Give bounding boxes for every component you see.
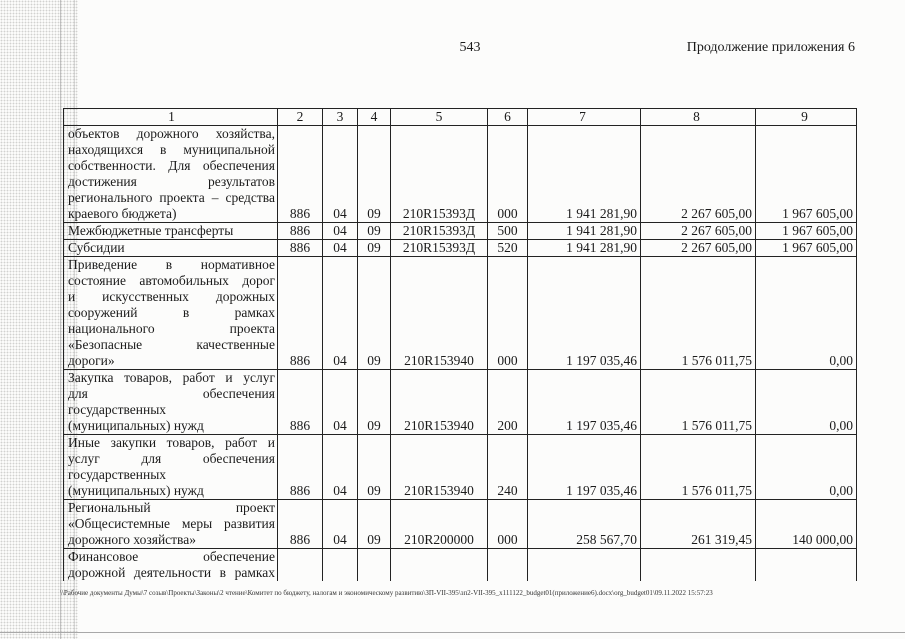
- amount-cell-col-9: 1 967 605,00: [756, 240, 857, 257]
- ministry-code-cell: 886: [278, 126, 323, 223]
- expense-type-code-cell: 240: [488, 435, 528, 500]
- target-article-code-cell: 210R15393Д: [391, 240, 488, 257]
- subsection-code-cell: [358, 549, 391, 582]
- target-article-code-cell: 210R200000: [391, 500, 488, 549]
- subsection-code-cell: 09: [358, 257, 391, 370]
- file-path-footer: \\Рабочие документы Думы\7 созыв\Проекты\Законы\2 чтение\Комитет по бюджету, налогам и экономическому развитию\ЗП-VII-395\зп2-VII-395_x111122_budget01(приложение6).docx\org_budget01\09.11.2022 15:57:23: [60, 589, 713, 597]
- amount-cell-col-7: [528, 549, 641, 582]
- table-row: [64, 126, 857, 223]
- row-name-cell: [64, 223, 278, 240]
- column-number-3: 3: [323, 109, 358, 126]
- row-name-cell: [64, 435, 278, 500]
- table-row: [64, 500, 857, 549]
- target-article-code-cell: 210R15393Д: [391, 223, 488, 240]
- page-number: 543: [459, 40, 481, 55]
- row-name-line: достижения результатов: [68, 174, 275, 189]
- amount-cell-col-8: 1 576 011,75: [641, 257, 756, 370]
- row-name-line: собственности. Для обеспечения: [68, 158, 275, 173]
- expense-type-code-cell: 520: [488, 240, 528, 257]
- section-code-cell: 04: [323, 240, 358, 257]
- row-name-line: Региональный проект: [68, 500, 275, 515]
- row-name-line: дорожной деятельности в рамках: [68, 565, 275, 580]
- subsection-code-cell: 09: [358, 223, 391, 240]
- row-name-line: Финансовое обеспечение: [68, 549, 275, 564]
- target-article-code-cell: 210R153940: [391, 435, 488, 500]
- section-code-cell: 04: [323, 500, 358, 549]
- subsection-code-cell: 09: [358, 240, 391, 257]
- row-name-line: состояние автомобильных дорог: [68, 273, 275, 288]
- row-name-line: государственных: [68, 402, 167, 417]
- appendix-continuation-label: Продолжение приложения 6: [686, 40, 855, 55]
- row-name-cell: [64, 549, 278, 582]
- amount-cell-col-7: 1 197 035,46: [528, 435, 641, 500]
- target-article-code-cell: 210R153940: [391, 370, 488, 435]
- amount-cell-col-9: [756, 549, 857, 582]
- table-row: [64, 370, 857, 435]
- row-name-cell: [64, 257, 278, 370]
- amount-cell-col-9: 1 967 605,00: [756, 126, 857, 223]
- section-code-cell: 04: [323, 435, 358, 500]
- row-name-line: услуг для обеспечения: [68, 451, 275, 466]
- row-name-line: Межбюджетные трансферты: [68, 223, 234, 238]
- expense-type-code-cell: [488, 549, 528, 582]
- ministry-code-cell: 886: [278, 370, 323, 435]
- section-code-cell: 04: [323, 223, 358, 240]
- column-number-1: 1: [64, 109, 278, 126]
- amount-cell-col-7: 1 197 035,46: [528, 257, 641, 370]
- row-name-cell: [64, 126, 278, 223]
- ministry-code-cell: 886: [278, 435, 323, 500]
- amount-cell-col-9: 1 967 605,00: [756, 223, 857, 240]
- section-code-cell: 04: [323, 370, 358, 435]
- row-name-line: «Общесистемные меры развития: [68, 516, 275, 531]
- amount-cell-col-7: 1 941 281,90: [528, 240, 641, 257]
- table-row: [64, 257, 857, 370]
- scan-edge-line: [60, 0, 61, 639]
- row-name-line: государственных: [68, 467, 167, 482]
- target-article-code-cell: 210R15393Д: [391, 126, 488, 223]
- amount-cell-col-7: 258 567,70: [528, 500, 641, 549]
- row-name-line: (муниципальных) нужд: [68, 418, 204, 433]
- column-number-row: [64, 109, 857, 126]
- expense-type-code-cell: 000: [488, 500, 528, 549]
- column-number-4: 4: [358, 109, 391, 126]
- column-number-5: 5: [391, 109, 488, 126]
- amount-cell-col-7: 1 941 281,90: [528, 223, 641, 240]
- amount-cell-col-9: 0,00: [756, 435, 857, 500]
- row-name-line: Приведение в нормативное: [68, 257, 275, 272]
- expense-type-code-cell: 500: [488, 223, 528, 240]
- row-name-line: находящихся в муниципальной: [68, 142, 275, 157]
- amount-cell-col-8: 2 267 605,00: [641, 126, 756, 223]
- ministry-code-cell: 886: [278, 257, 323, 370]
- row-name-line: дорожного хозяйства»: [68, 532, 196, 547]
- expense-type-code-cell: 200: [488, 370, 528, 435]
- amount-cell-col-7: 1 941 281,90: [528, 126, 641, 223]
- column-number-2: 2: [278, 109, 323, 126]
- row-name-line: краевого бюджета): [68, 206, 177, 221]
- row-name-line: сооружений в рамках: [68, 305, 275, 320]
- amount-cell-col-9: 140 000,00: [756, 500, 857, 549]
- expense-type-code-cell: 000: [488, 257, 528, 370]
- target-article-code-cell: [391, 549, 488, 582]
- ministry-code-cell: 886: [278, 500, 323, 549]
- row-name-cell: [64, 240, 278, 257]
- row-name-line: «Безопасные качественные: [68, 337, 275, 352]
- table-row: [64, 223, 857, 240]
- row-name-cell: [64, 500, 278, 549]
- budget-table-body: [64, 126, 857, 582]
- row-name-line: дороги»: [68, 353, 115, 368]
- budget-table: [63, 108, 857, 581]
- row-name-line: Субсидии: [68, 240, 125, 255]
- target-article-code-cell: 210R153940: [391, 257, 488, 370]
- expense-type-code-cell: 000: [488, 126, 528, 223]
- table-row: [64, 435, 857, 500]
- table-row: [64, 240, 857, 257]
- section-code-cell: 04: [323, 126, 358, 223]
- subsection-code-cell: 09: [358, 126, 391, 223]
- amount-cell-col-8: 2 267 605,00: [641, 223, 756, 240]
- column-number-7: 7: [528, 109, 641, 126]
- amount-cell-col-8: 2 267 605,00: [641, 240, 756, 257]
- subsection-code-cell: 09: [358, 435, 391, 500]
- amount-cell-col-7: 1 197 035,46: [528, 370, 641, 435]
- subsection-code-cell: 09: [358, 370, 391, 435]
- row-name-line: для обеспечения: [68, 386, 275, 401]
- row-name-line: Иные закупки товаров, работ и: [68, 435, 275, 450]
- row-name-line: (муниципальных) нужд: [68, 483, 204, 498]
- ministry-code-cell: [278, 549, 323, 582]
- section-code-cell: 04: [323, 257, 358, 370]
- amount-cell-col-8: [641, 549, 756, 582]
- row-name-line: национального проекта: [68, 321, 275, 336]
- column-number-6: 6: [488, 109, 528, 126]
- amount-cell-col-8: 1 576 011,75: [641, 435, 756, 500]
- column-number-9: 9: [756, 109, 857, 126]
- ministry-code-cell: 886: [278, 240, 323, 257]
- row-name-line: Закупка товаров, работ и услуг: [68, 370, 275, 385]
- page-bottom-edge: [0, 632, 905, 633]
- amount-cell-col-9: 0,00: [756, 370, 857, 435]
- column-number-8: 8: [641, 109, 756, 126]
- subsection-code-cell: 09: [358, 500, 391, 549]
- row-name-line: регионального проекта – средства: [68, 190, 275, 205]
- row-name-line: объектов дорожного хозяйства,: [68, 126, 275, 141]
- amount-cell-col-8: 261 319,45: [641, 500, 756, 549]
- amount-cell-col-8: 1 576 011,75: [641, 370, 756, 435]
- section-code-cell: [323, 549, 358, 582]
- row-name-line: и искусственных дорожных: [68, 289, 275, 304]
- table-row: [64, 549, 857, 582]
- row-name-cell: [64, 370, 278, 435]
- ministry-code-cell: 886: [278, 223, 323, 240]
- amount-cell-col-9: 0,00: [756, 257, 857, 370]
